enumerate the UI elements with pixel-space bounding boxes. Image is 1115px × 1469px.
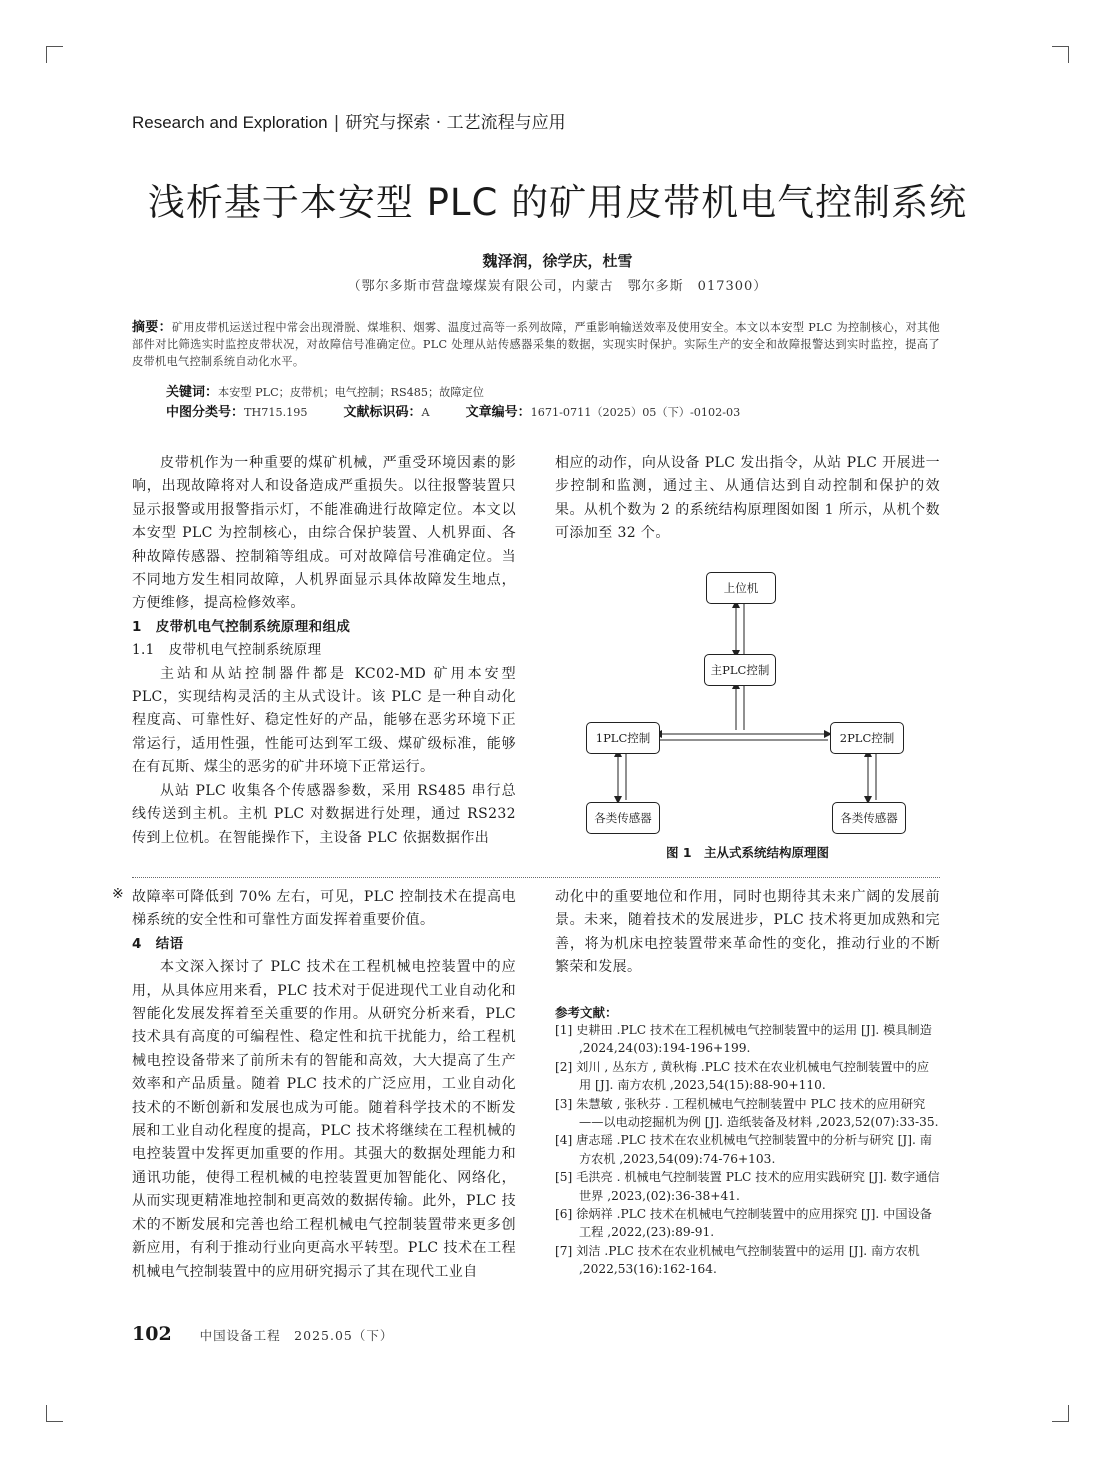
crop-mark-top-right [1052, 46, 1069, 63]
crop-mark-bottom-left [46, 1405, 63, 1422]
references-list [555, 1021, 940, 1279]
section-heading-1: 1 皮带机电气控制系统原理和组成 [132, 618, 351, 635]
abstract [132, 319, 940, 370]
left-column-bottom [132, 886, 516, 1284]
left-column-top [132, 452, 516, 850]
crop-mark-bottom-right [1052, 1405, 1069, 1422]
subsection-heading-1-1: 1.1 皮带机电气控制系统原理 [132, 642, 322, 659]
article-affiliation: （鄂尔多斯市营盘壕煤炭有限公司，内蒙古 鄂尔多斯 017300） [347, 279, 768, 294]
body-paragraph: 主站和从站控制器件都是 KC02-MD 矿用本安型 PLC，实现结构灵活的主从式设计。该 PLC 是一种自动化程度高、可靠性好、稳定性好的产品，能够在恶劣环境下正常运行，适用性强，性能可达到军工级、煤矿级标准，能够在有瓦斯、煤尘的恶劣的矿井环境下正常运行。 [132, 665, 516, 776]
references-heading: 参考文献： [555, 1005, 618, 1020]
conclusion-paragraph: 本文深入探讨了 PLC 技术在工程机械电控装置中的应用，从具体应用来看，PLC 技术对于促进现代工业自动化和智能化发展发挥着至关重要的作用。从研究分析来看，PLC 技术具有高度的可编程性、稳定性和抗干扰能力，给工程机械电控设备带来了前所未有的智能和高效，大大提高了生产效率和产品质量。随着 PLC 技术的广泛应用，工业自动化技术的不断创新和发展也成为可能。随着科学技术的不断发展和工业自动化程度的提高，PLC 技术将继续在工程机械的电控装置中发挥更加重要的作用。其强大的数据处理能力和通讯功能，使得工程机械的电控装置更加智能化、网络化，从而实现更精准地控制和更高效的数据传输。此外，PLC 技术的不断发展和完善也给工程机械电气控制装置带来更多创新应用，有利于推动行业向更高水平转型。PLC 技术在工程机械电气控制装置中的应用研究揭示了其在现代工业自 [132, 959, 516, 1280]
reference-item: [7] 刘洁 .PLC 技术在农业机械电气控制装置中的运用 [J]. 南方农机 ,2022,53(16):162-164. [555, 1243, 920, 1277]
section-heading-4: 4 结语 [132, 935, 184, 952]
right-column-top [555, 452, 940, 546]
diagram-connectors [578, 568, 918, 838]
reference-item: [6] 徐炳祥 .PLC 技术在机械电气控制装置中的应用探究 [J]. 中国设备工程 ,2022,(23):89-91. [555, 1207, 932, 1240]
diagram-node-sensors-1: 各类传感器 [586, 802, 660, 834]
keywords [166, 381, 484, 400]
body-paragraph: 从站 PLC 收集各个传感器参数，采用 RS485 串行总线传送到主机。主机 PLC 对数据进行处理，通过 RS232 传到上位机。在智能操作下，主设备 PLC 依据数据作出 [132, 782, 516, 846]
article-title: 浅析基于本安型 PLC 的矿用皮带机电气控制系统 [147, 181, 968, 224]
journal-info: 中国设备工程 2025.05（下） [199, 1328, 394, 1343]
article-authors: 魏泽润，徐学庆，杜雪 [482, 252, 633, 270]
classification-line [166, 401, 740, 420]
diagram-node-slave-plc-2: 2PLC控制 [830, 722, 904, 754]
page-number: 102 [132, 1323, 172, 1345]
section-divider [132, 877, 940, 878]
reference-item: [2] 刘川 , 丛东方 , 黄秋梅 .PLC 技术在农业机械电气控制装置中的应用 [J]. 南方农机 ,2023,54(15):88-90+110. [555, 1059, 930, 1093]
diagram-node-main-plc: 主PLC控制 [704, 654, 776, 686]
intro-paragraph: 皮带机作为一种重要的煤矿机械，严重受环境因素的影响，出现故障将对人和设备造成严重损失。以往报警装置只显示报警或用报警指示灯，不能准确进行故障定位。本文以本安型 PLC 为控制核心，由综合保护装置、人机界面、各种故障传感器、控制箱等组成。可对故障信号准确定位。当不同地方发生相同故障，人机界面显示具体故障发生地点，方便维修，提高检修效率。 [132, 455, 516, 612]
body-paragraph: 故障率可降低到 70% 左右，可见，PLC 控制技术在提高电梯系统的安全性和可靠性方面发挥着重要价值。 [132, 889, 516, 929]
diagram-node-slave-plc-1: 1PLC控制 [586, 722, 660, 754]
reference-item: [1] 史耕田 .PLC 技术在工程机械电气控制装置中的运用 [J]. 模具制造 ,2024,24(03):194-196+199. [555, 1023, 932, 1056]
doc-code-label: 文献标识码： [343, 405, 422, 420]
clc-label: 中图分类号： [166, 405, 245, 420]
body-paragraph: 动化中的重要地位和作用，同时也期待其未来广阔的发展前景。未来，随着技术的发展进步，PLC 技术将更加成熟和完善，将为机床电控装置带来革命性的变化，推动行业的不断繁荣和发展。 [555, 889, 940, 976]
reference-item: [4] 唐志瑶 .PLC 技术在农业机械电气控制装置中的分析与研究 [J]. 南方农机 ,2023,54(09):74-76+103. [555, 1133, 932, 1166]
clc-value: TH715.195 [244, 406, 308, 419]
header-separator: | [333, 113, 340, 133]
figure-1-caption: 图 1 主从式系统结构原理图 [665, 845, 830, 860]
keywords-text: 本安型 PLC；皮带机；电气控制；RS485；故障定位 [218, 386, 484, 399]
header-chinese: 研究与探索 · 工艺流程与应用 [345, 113, 566, 133]
crop-mark-top-left [46, 46, 63, 63]
diagram-node-host: 上位机 [706, 572, 776, 604]
figure-1-diagram [578, 568, 918, 838]
reference-item: [5] 毛洪亮 . 机械电气控制装置 PLC 技术的应用实践研究 [J]. 数字通信世界 ,2023,(02):36-38+41. [555, 1170, 940, 1203]
running-header [132, 108, 566, 133]
diagram-node-sensors-2: 各类传感器 [832, 802, 906, 834]
abstract-text: 矿用皮带机运送过程中常会出现滑脱、煤堆积、烟雾、温度过高等一系列故障，严重影响输送效率及使用安全。本文以本安型 PLC 为控制核心，对其他部件对比筛选实时监控皮带状况，对故障信号准确定位。PLC 处理从站传感器采集的数据，实现实时保护。实际生产的安全和故障报警达到实时监控，提高了皮带机电气控制系统自动化水平。 [132, 321, 940, 368]
abstract-label: 摘要： [132, 320, 172, 335]
doc-code-value: A [421, 406, 430, 419]
header-english: Research and Exploration [132, 113, 328, 132]
reference-item: [3] 朱慧敏 , 张秋芬 . 工程机械电气控制装置中 PLC 技术的应用研究——以电动挖掘机为例 [J]. 造纸装备及材料 ,2023,52(07):33-35. [555, 1096, 939, 1130]
article-number-label: 文章编号： [465, 405, 531, 420]
continuation-mark: ※ [112, 886, 124, 902]
body-paragraph: 相应的动作，向从设备 PLC 发出指令，从站 PLC 开展进一步控制和监测，通过主、从通信达到自动控制和保护的效果。从机个数为 2 的系统结构原理图如图 1 所示，从机个数可添加至 32 个。 [555, 455, 940, 542]
page-footer [132, 1323, 393, 1345]
article-number-value: 1671-0711（2025）05（下）-0102-03 [530, 406, 741, 419]
right-column-bottom [555, 886, 940, 980]
keywords-label: 关键词： [166, 385, 219, 400]
